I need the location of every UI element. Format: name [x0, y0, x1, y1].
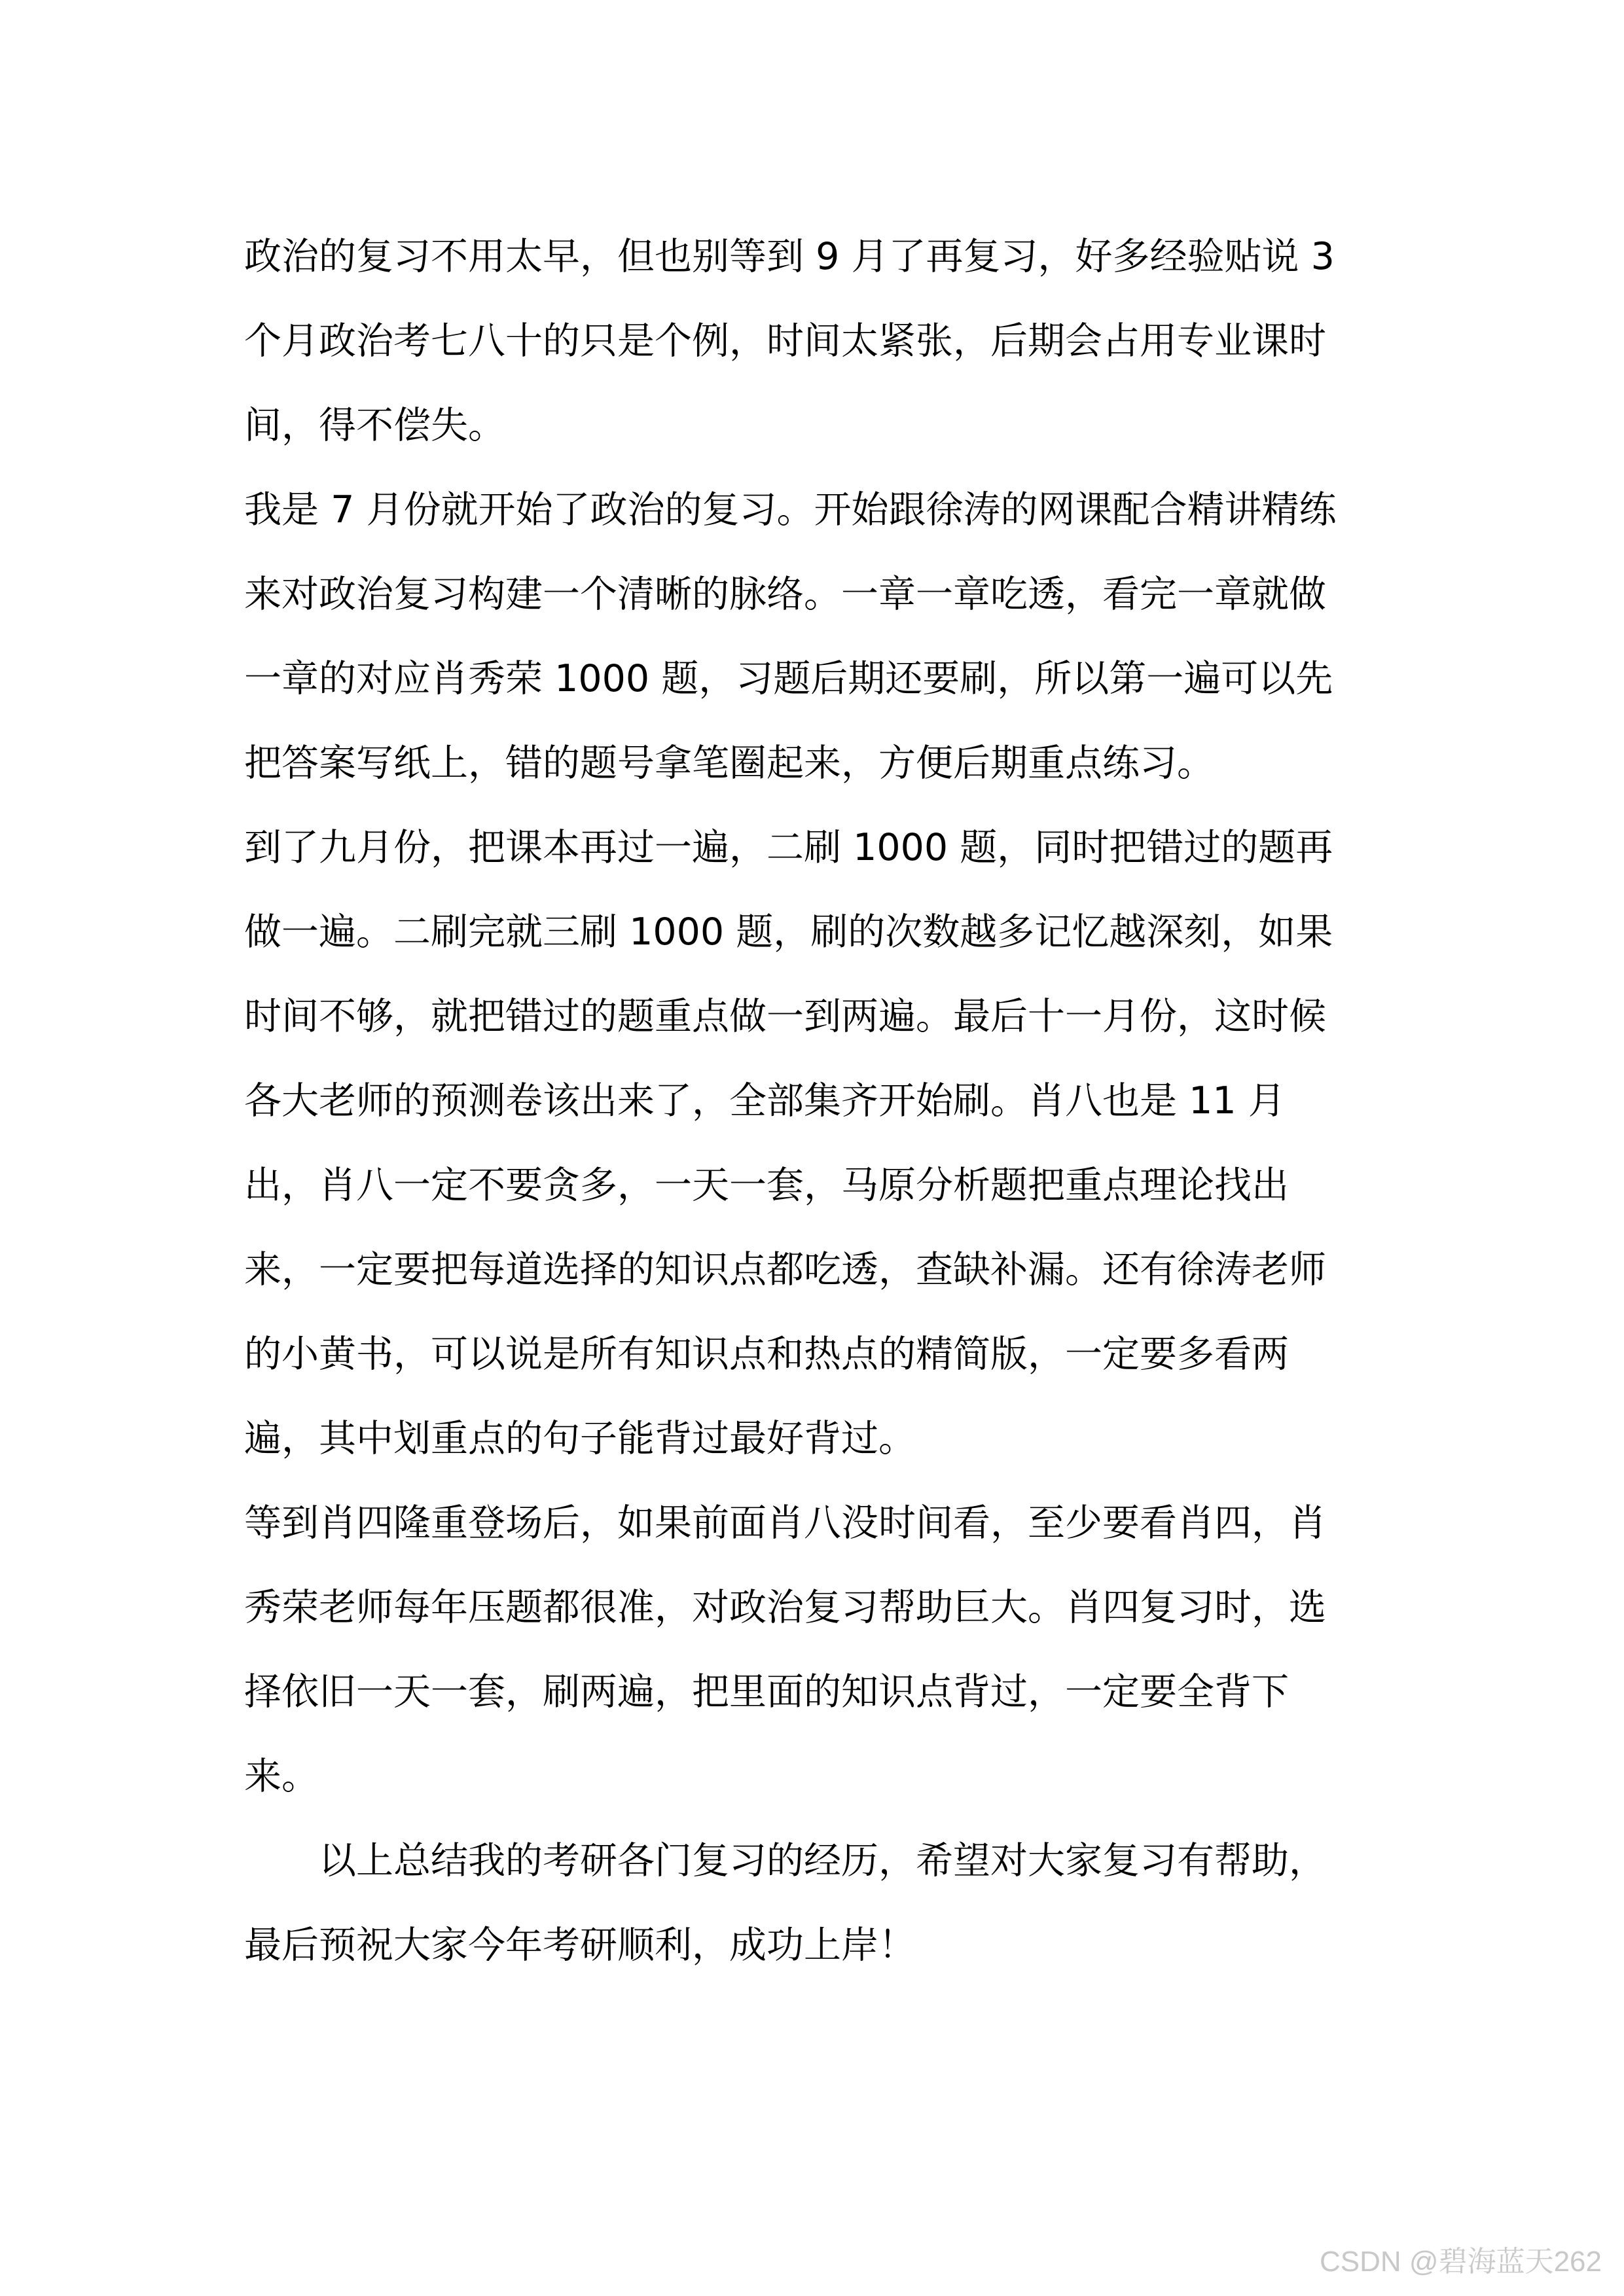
text-line: 间，得不偿失。	[244, 404, 505, 447]
paragraph-closing	[244, 1819, 1357, 1988]
text-line: 时间不够，就把错过的题重点做一到两遍。最后十一月份，这时候	[244, 995, 1326, 1038]
paragraph-xiao-four	[244, 1481, 1357, 1819]
text-line: 来。	[244, 1755, 319, 1798]
text-line: 各大老师的预测卷该出来了，全部集齐开始刷。肖八也是 11 月	[244, 1079, 1286, 1122]
text-line: 的小黄书，可以说是所有知识点和热点的精简版，一定要多看两	[244, 1333, 1289, 1376]
text-line: 到了九月份，把课本再过一遍，二刷 1000 题，同时把错过的题再	[244, 826, 1333, 869]
text-line: 秀荣老师每年压题都很准，对政治复习帮助巨大。肖四复习时，选	[244, 1586, 1326, 1629]
text-line: 择依旧一天一套，刷两遍，把里面的知识点背过，一定要全背下	[244, 1670, 1289, 1713]
text-line: 遍，其中划重点的句子能背过最好背过。	[244, 1417, 916, 1460]
text-line: 我是 7 月份就开始了政治的复习。开始跟徐涛的网课配合精讲精练	[244, 488, 1337, 531]
text-line: 最后预祝大家今年考研顺利，成功上岸！	[244, 1924, 916, 1967]
text-line: 一章的对应肖秀荣 1000 题，习题后期还要刷，所以第一遍可以先	[244, 657, 1333, 700]
paragraph-politics-timing	[244, 215, 1357, 468]
text-line: 以上总结我的考研各门复习的经历，希望对大家复习有帮助，	[319, 1839, 1326, 1882]
text-line: 来对政治复习构建一个清晰的脉络。一章一章吃透，看完一章就做	[244, 573, 1326, 616]
text-line: 个月政治考七八十的只是个例，时间太紧张，后期会占用专业课时	[244, 319, 1326, 363]
paragraph-september-review	[244, 806, 1357, 1481]
text-line: 做一遍。二刷完就三刷 1000 题，刷的次数越多记忆越深刻，如果	[244, 910, 1333, 954]
paragraph-july-start	[244, 468, 1357, 806]
text-line: 来，一定要把每道选择的知识点都吃透，查缺补漏。还有徐涛老师	[244, 1248, 1326, 1291]
text-line: 等到肖四隆重登场后，如果前面肖八没时间看，至少要看肖四，肖	[244, 1501, 1326, 1545]
text-line: 政治的复习不用太早，但也别等到 9 月了再复习，好多经验贴说 3	[244, 235, 1335, 278]
text-line: 出，肖八一定不要贪多，一天一套，马原分析题把重点理论找出	[244, 1164, 1289, 1207]
csdn-watermark: CSDN @碧海蓝天262	[1320, 2246, 1602, 2278]
text-line: 把答案写纸上，错的题号拿笔圈起来，方便后期重点练习。	[244, 742, 1214, 785]
document-body	[244, 215, 1357, 1988]
